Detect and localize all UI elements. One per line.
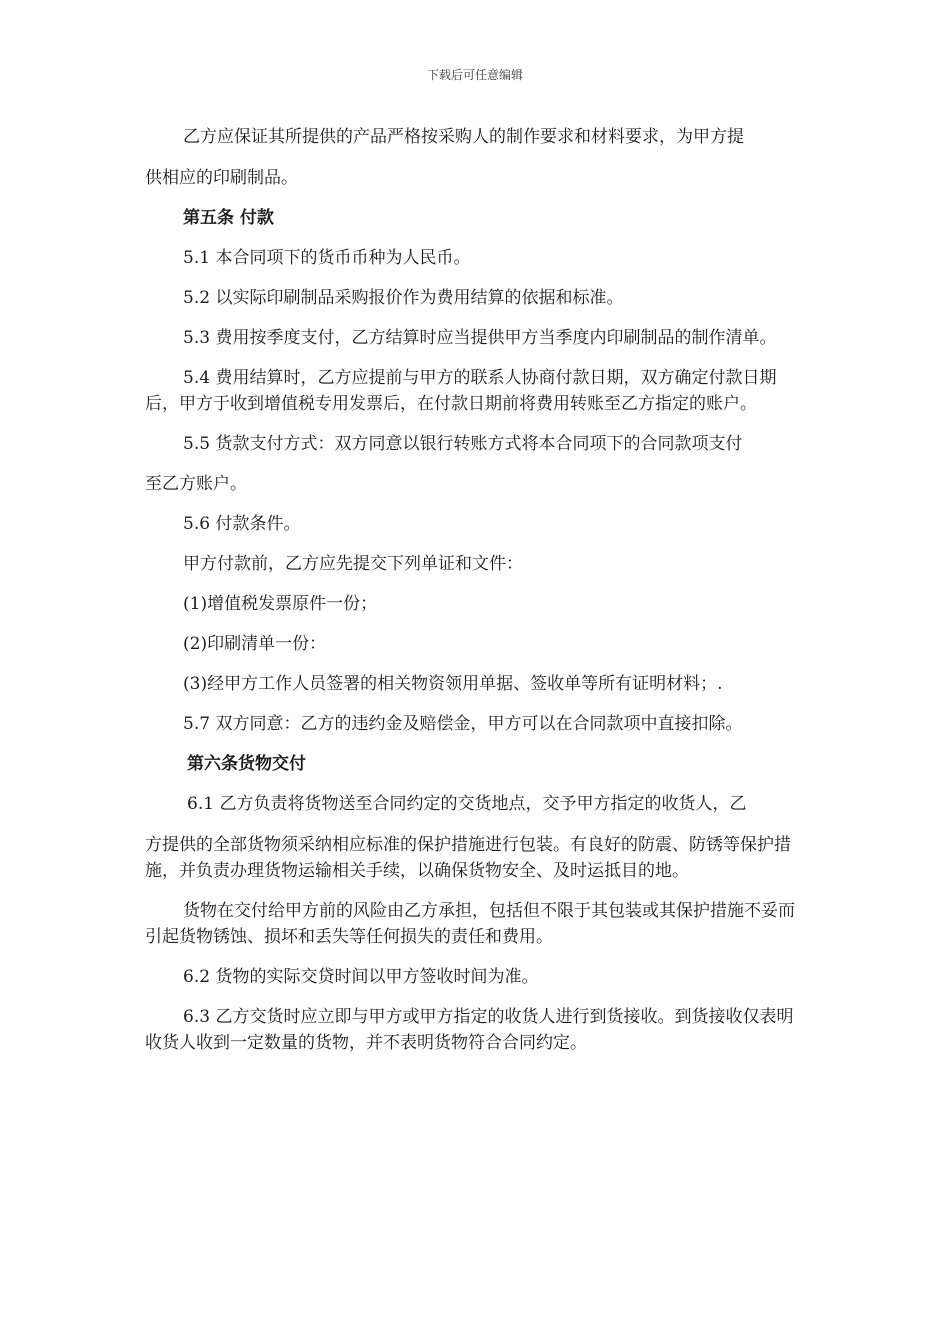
article-6-heading: 第六条货物交付 — [187, 754, 306, 774]
clause-5-2: 5.2 以实际印刷制品采购报价作为费用结算的依据和标准。 — [183, 288, 624, 308]
clause-6-1-continuation: 方提供的全部货物须采纳相应标准的保护措施进行包装。有良好的防震、防锈等保护措施，并负责办理货物运输相关手续，以确保货物安全、及时运抵目的地。 — [145, 835, 791, 881]
paragraph-supply-requirement: 乙方应保证其所提供的产品严格按采购人的制作要求和材料要求，为甲方提 — [183, 127, 744, 147]
article-5-heading: 第五条 付款 — [183, 208, 274, 228]
clause-5-5-continuation: 至乙方账户。 — [145, 474, 247, 494]
clause-6-1: 6.1 乙方负责将货物送至合同约定的交货地点，交予甲方指定的收货人，乙 — [187, 794, 747, 814]
clause-6-2: 6.2 货物的实际交贷时间以甲方签收时间为准。 — [183, 967, 539, 987]
clause-5-6-item-1: (1)增值税发票原件一份； — [183, 594, 378, 614]
clause-5-5: 5.5 货款支付方式：双方同意以银行转账方式将本合同项下的合同款项支付 — [183, 434, 743, 454]
clause-5-6-intro: 甲方付款前，乙方应先提交下列单证和文件： — [183, 554, 523, 574]
clause-5-6: 5.6 付款条件。 — [183, 514, 301, 534]
clause-6-3: 6.3 乙方交货时应立即与甲方或甲方指定的收货人进行到货接收。到货接收仅表明收货人收到一定数量的货物，并不表明货物符合合同约定。 — [145, 1007, 794, 1053]
clause-5-4: 5.4 费用结算时，乙方应提前与甲方的联系人协商付款日期，双方确定付款日期后，甲方于收到增值税专用发票后，在付款日期前将费用转账至乙方指定的账户。 — [145, 368, 777, 414]
clause-5-1: 5.1 本合同项下的货币币种为人民币。 — [183, 248, 471, 268]
clause-6-1-risk: 货物在交付给甲方前的风险由乙方承担，包括但不限于其包装或其保护措施不妥而引起货物锈蚀、损坏和丢失等任何损失的责任和费用。 — [145, 901, 795, 947]
clause-5-6-item-3: (3)经甲方工作人员签署的相关物资领用单据、签收单等所有证明材料；. — [183, 674, 723, 694]
clause-5-3: 5.3 费用按季度支付，乙方结算时应当提供甲方当季度内印刷制品的制作清单。 — [183, 328, 777, 348]
clause-5-7: 5.7 双方同意：乙方的违约金及赔偿金，甲方可以在合同款项中直接扣除。 — [183, 714, 743, 734]
document-body — [145, 124, 805, 1070]
page-header: 下载后可任意编辑 — [426, 68, 523, 82]
paragraph-supply-continuation: 供相应的印刷制品。 — [145, 168, 298, 188]
clause-5-6-item-2: (2)印刷清单一份： — [183, 634, 327, 654]
